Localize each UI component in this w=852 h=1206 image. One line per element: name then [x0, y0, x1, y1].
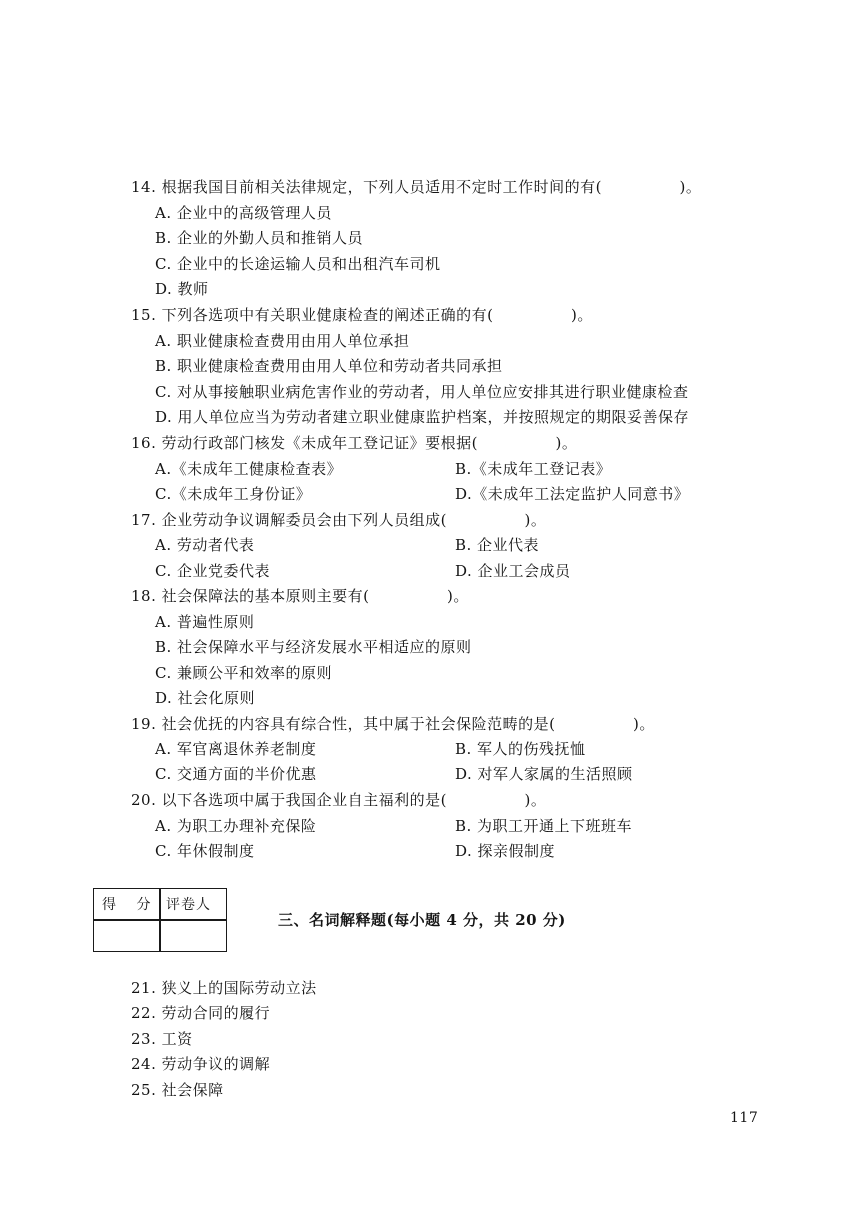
question-option: B.《未成年工登记表》: [455, 460, 612, 478]
question-option: B. 企业代表: [455, 536, 540, 554]
question-stem: 18. 社会保障法的基本原则主要有( )。: [131, 587, 469, 605]
question-option: C. 兼顾公平和效率的原则: [155, 664, 332, 682]
question-stem: 15. 下列各选项中有关职业健康检查的阐述正确的有( )。: [131, 306, 593, 324]
question-option: D. 教师: [155, 280, 209, 298]
question-option: C. 企业党委代表: [155, 562, 270, 580]
score-box: [93, 888, 227, 952]
question-option: B. 社会保障水平与经济发展水平相适应的原则: [155, 638, 472, 656]
question-option: A. 为职工办理补充保险: [155, 817, 317, 835]
term-question: 24. 劳动争议的调解: [131, 1055, 271, 1073]
term-question: 21. 狭义上的国际劳动立法: [131, 979, 317, 997]
section-title: 三、名词解释题(每小题 4 分，共 20 分): [278, 911, 566, 929]
question-option: C. 企业中的长途运输人员和出租汽车司机: [155, 255, 441, 273]
question-stem: 20. 以下各选项中属于我国企业自主福利的是( )。: [131, 791, 547, 809]
question-option: B. 企业的外勤人员和推销人员: [155, 229, 364, 247]
question-option: A. 劳动者代表: [155, 536, 255, 554]
question-stem: 19. 社会优抚的内容具有综合性，其中属于社会保险范畴的是( )。: [131, 715, 655, 733]
question-option: A.《未成年工健康检查表》: [155, 460, 343, 478]
question-option: A. 普遍性原则: [155, 613, 255, 631]
question-option: D. 社会化原则: [155, 689, 256, 707]
score-label: 得 分: [102, 897, 159, 913]
question-stem: 17. 企业劳动争议调解委员会由下列人员组成( )。: [131, 511, 547, 529]
question-option: A. 职业健康检查费用由用人单位承担: [155, 332, 410, 350]
term-question: 25. 社会保障: [131, 1081, 224, 1099]
grader-label: 评卷人: [166, 897, 211, 913]
term-question: 22. 劳动合同的履行: [131, 1004, 271, 1022]
question-option: A. 军官离退休养老制度: [155, 740, 317, 758]
term-question: 23. 工资: [131, 1030, 193, 1048]
question-option: B. 军人的伤残抚恤: [455, 740, 586, 758]
question-option: C. 对从事接触职业病危害作业的劳动者，用人单位应安排其进行职业健康检查: [155, 383, 689, 401]
question-option: C. 交通方面的半价优惠: [155, 765, 317, 783]
question-option: D.《未成年工法定监护人同意书》: [455, 485, 690, 503]
question-option: A. 企业中的高级管理人员: [155, 204, 332, 222]
question-option: D. 探亲假制度: [455, 842, 556, 860]
question-stem: 16. 劳动行政部门核发《未成年工登记证》要根据( )。: [131, 434, 578, 452]
question-option: B. 职业健康检查费用由用人单位和劳动者共同承担: [155, 357, 503, 375]
question-option: D. 用人单位应当为劳动者建立职业健康监护档案，并按照规定的期限妥善保存: [155, 408, 690, 426]
question-option: C.《未成年工身份证》: [155, 485, 312, 503]
question-option: B. 为职工开通上下班班车: [455, 817, 633, 835]
page-number: 117: [730, 1110, 759, 1126]
score-box-divider: [94, 919, 226, 921]
question-option: C. 年休假制度: [155, 842, 255, 860]
question-option: D. 对军人家属的生活照顾: [455, 765, 633, 783]
question-option: D. 企业工会成员: [455, 562, 571, 580]
question-stem: 14. 根据我国目前相关法律规定，下列人员适用不定时工作时间的有( )。: [131, 178, 702, 196]
